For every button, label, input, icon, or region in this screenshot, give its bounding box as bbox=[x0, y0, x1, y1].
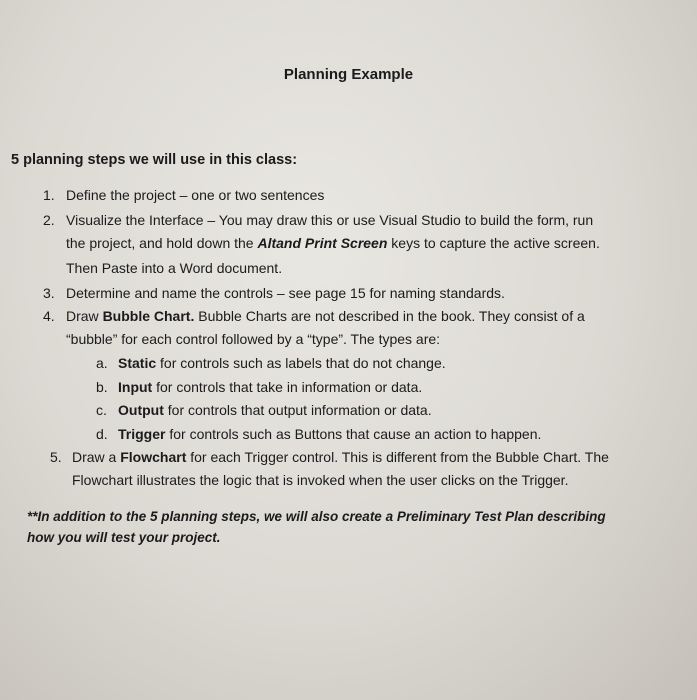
step-4-line-1 bbox=[66, 305, 585, 328]
step-2-line-2-c: keys to capture the active screen. bbox=[387, 235, 600, 251]
step-1-number: 1. bbox=[43, 187, 55, 203]
step-3-number: 3. bbox=[43, 285, 55, 301]
step-4-line-2: “bubble” for each control followed by a “type”. The types are: bbox=[66, 331, 441, 347]
subitem-c-letter: c. bbox=[96, 402, 107, 418]
subitem-b bbox=[118, 376, 422, 399]
step-2-line-3: Then Paste into a Word document. bbox=[66, 260, 283, 276]
alt-key-text: Altand bbox=[257, 235, 302, 251]
subitem-b-letter: b. bbox=[96, 379, 108, 395]
subitem-d-letter: d. bbox=[96, 426, 108, 442]
step-2-line-2 bbox=[66, 232, 600, 255]
step-5-line-1 bbox=[72, 446, 609, 469]
subitem-a-letter: a. bbox=[96, 355, 108, 371]
step-3-text: Determine and name the controls – see page 15 for naming standards. bbox=[66, 285, 505, 301]
subitem-a-term: Static bbox=[118, 355, 157, 371]
subitem-c-text: for controls that output information or data. bbox=[163, 402, 432, 418]
print-screen-key-text: Print Screen bbox=[304, 235, 388, 251]
subitem-c-term: Output bbox=[118, 402, 164, 418]
subitem-c bbox=[118, 399, 432, 422]
step-4-line-1-a: Draw bbox=[66, 308, 103, 324]
subitem-b-term: Input bbox=[118, 379, 153, 395]
step-5-line-1-b: for each Trigger control. This is different from the Bubble Chart. The bbox=[186, 449, 609, 465]
step-2-number: 2. bbox=[43, 212, 55, 228]
step-2-line-1: Visualize the Interface – You may draw this or use Visual Studio to build the form, run bbox=[66, 212, 594, 228]
subitem-b-text: for controls that take in information or data. bbox=[152, 379, 423, 395]
subitem-a-text: for controls such as labels that do not change. bbox=[156, 355, 446, 371]
step-2-line-2-a: the project, and hold down the bbox=[66, 235, 258, 251]
step-5-line-2: Flowchart illustrates the logic that is invoked when the user clicks on the Trigger. bbox=[72, 472, 569, 488]
step-4-number: 4. bbox=[43, 308, 55, 324]
bubble-chart-term: Bubble Chart. bbox=[102, 308, 195, 324]
subitem-a bbox=[118, 352, 446, 375]
subitem-d-text: for controls such as Buttons that cause an action to happen. bbox=[165, 426, 542, 442]
step-1-text: Define the project – one or two sentences bbox=[66, 187, 325, 203]
step-5-number: 5. bbox=[50, 449, 62, 465]
document-title: Planning Example bbox=[283, 66, 414, 83]
step-5-line-1-a: Draw a bbox=[72, 449, 121, 465]
flowchart-term: Flowchart bbox=[120, 449, 187, 465]
step-4-line-1-b: Bubble Charts are not described in the book. They consist of a bbox=[194, 308, 585, 324]
steps-heading: 5 planning steps we will use in this class: bbox=[11, 152, 298, 168]
note-line-2: how you will test your project. bbox=[27, 530, 221, 545]
subitem-d-term: Trigger bbox=[118, 426, 166, 442]
subitem-d bbox=[118, 423, 541, 446]
note-line-1: **In addition to the 5 planning steps, we will also create a Preliminary Test Plan describing bbox=[27, 509, 606, 524]
